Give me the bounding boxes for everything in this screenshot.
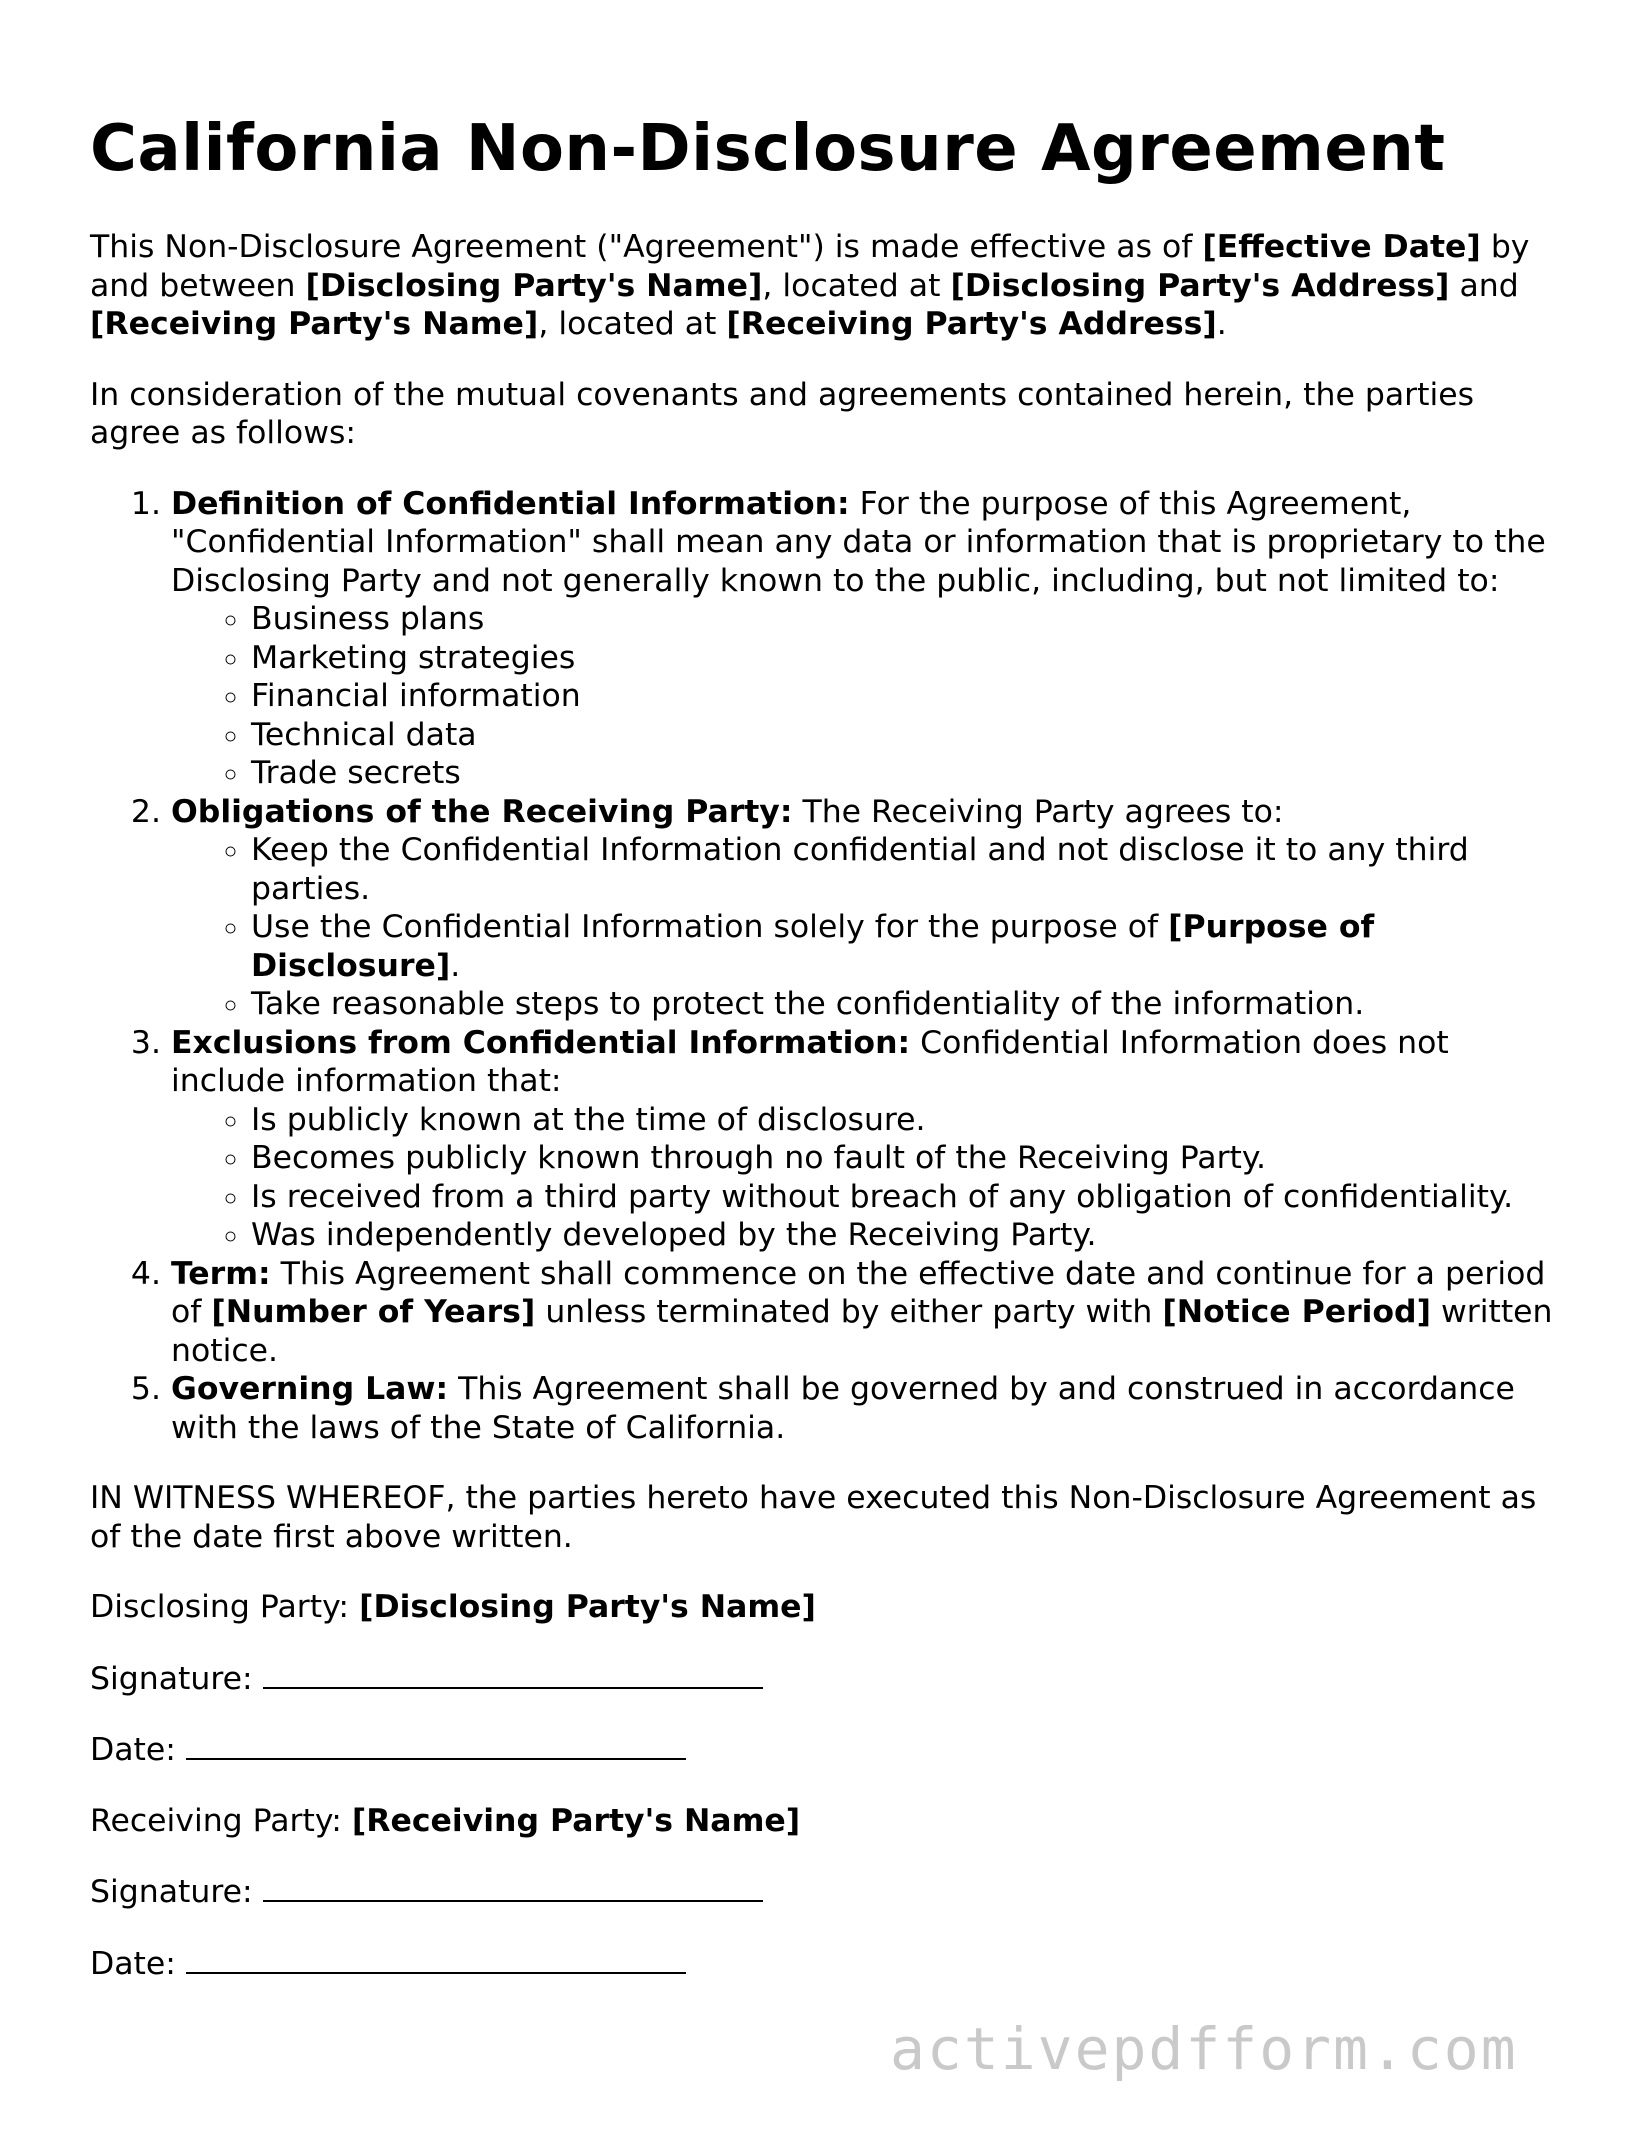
list-item: ◦ Financial information bbox=[251, 677, 1560, 716]
sections-list bbox=[90, 485, 1560, 1448]
list-item: ◦ Is publicly known at the time of disclosure. bbox=[251, 1101, 1560, 1140]
years-placeholder: [Number of Years] bbox=[211, 1294, 536, 1330]
receiving-party-line: Receiving Party: [Receiving Party's Name] bbox=[90, 1802, 801, 1839]
receiving-address-placeholder: [Receiving Party's Address] bbox=[726, 306, 1217, 342]
witness-paragraph: IN WITNESS WHEREOF, the parties hereto have executed this Non-Disclosure Agreement as of the date first above written. bbox=[90, 1480, 1537, 1555]
disclosing-name-placeholder: [Disclosing Party's Name] bbox=[305, 267, 763, 304]
list-item: ◦ Business plans bbox=[251, 600, 1560, 639]
intro-paragraph: This Non-Disclosure Agreement ("Agreement") is made effective as of [Effective Date] by and between [Disclosing Party's Name], located at [Disclosing Party's Address] and [Receiving Party's Name], located at [Receiving Party's Address]. bbox=[90, 229, 1530, 342]
section-governing-law: 5. Governing Law: This Agreement shall be governed by and construed in accordance with the laws of the State of California. bbox=[171, 1370, 1560, 1447]
disclosing-address-placeholder: [Disclosing Party's Address] bbox=[950, 267, 1450, 304]
list-item: ◦ Keep the Confidential Information confidential and not disclose it to any third parties. bbox=[251, 831, 1560, 908]
effective-date-placeholder: [Effective Date] bbox=[1202, 229, 1481, 265]
definition-items bbox=[171, 600, 1560, 793]
receiving-name-placeholder: [Receiving Party's Name] bbox=[90, 306, 539, 342]
disclosing-party-line: Disclosing Party: [Disclosing Party's Name] bbox=[90, 1589, 816, 1625]
obligation-items bbox=[171, 831, 1560, 1024]
list-item: ◦ Is received from a third party without breach of any obligation of confidentiality. bbox=[251, 1178, 1560, 1217]
notice-placeholder: [Notice Period] bbox=[1162, 1294, 1431, 1330]
list-item: ◦ Becomes publicly known through no fault of the Receiving Party. bbox=[251, 1139, 1560, 1178]
disclosing-signature-field[interactable] bbox=[263, 1659, 763, 1689]
receiving-date-field[interactable] bbox=[186, 1944, 686, 1974]
watermark-logo: activepdfform.com bbox=[890, 2015, 1518, 2083]
section-exclusions: 3. Exclusions from Confidential Information: Confidential Information does not include information that: ◦ Is publicly known at the time of disclosure. ◦ Becomes publicly known through no fault of the Receiving Party. ◦ Is received from a third party without breach of any obligation of confidentiality. ◦ Was independently developed by the Receiving Party. bbox=[171, 1024, 1560, 1255]
disclosing-signature-line: Signature: bbox=[90, 1659, 1560, 1699]
receiving-date-line: Date: bbox=[90, 1944, 1560, 1984]
exclusion-items bbox=[171, 1101, 1560, 1255]
section-definition: 1. Definition of Confidential Information: For the purpose of this Agreement, "Confidential Information" shall mean any data or information that is proprietary to the Disclosing Party and not generally known to the public, including, but not limited to: ◦ Business plans ◦ Marketing strategies ◦ Financial information ◦ Technical data ◦ Trade secrets bbox=[171, 485, 1560, 793]
purpose-placeholder: [Purpose of Disclosure] bbox=[251, 909, 1375, 984]
receiving-signature-line: Signature: bbox=[90, 1872, 1560, 1912]
consideration-paragraph: In consideration of the mutual covenants and agreements contained herein, the parties agree as follows: bbox=[90, 376, 1474, 451]
receiving-signature-field[interactable] bbox=[263, 1872, 763, 1902]
section-term: 4. Term: This Agreement shall commence on the effective date and continue for a period of [Number of Years] unless terminated by either party with [Notice Period] written notice. bbox=[171, 1255, 1560, 1371]
disclosing-date-field[interactable] bbox=[186, 1730, 686, 1760]
section-obligations: 2. Obligations of the Receiving Party: The Receiving Party agrees to: ◦ Keep the Confidential Information confidential and not disclose it to any third parties. ◦ Use the Confidential Information solely for the purpose of [Purpose of Disclosure]. ◦ Take reasonable steps to protect the confidentiality of the information. bbox=[171, 793, 1560, 1024]
list-item: ◦ Take reasonable steps to protect the confidentiality of the information. bbox=[251, 985, 1560, 1024]
list-item: ◦ Was independently developed by the Receiving Party. bbox=[251, 1216, 1560, 1255]
document-page bbox=[90, 110, 1560, 2015]
list-item: ◦ Trade secrets bbox=[251, 754, 1560, 793]
document-title: California Non-Disclosure Agreement bbox=[90, 112, 1446, 186]
list-item: ◦ Marketing strategies bbox=[251, 639, 1560, 678]
list-item: ◦ Technical data bbox=[251, 716, 1560, 755]
disclosing-date-line: Date: bbox=[90, 1730, 1560, 1770]
list-item: ◦ Use the Confidential Information solely for the purpose of [Purpose of Disclosure]. bbox=[251, 908, 1560, 985]
